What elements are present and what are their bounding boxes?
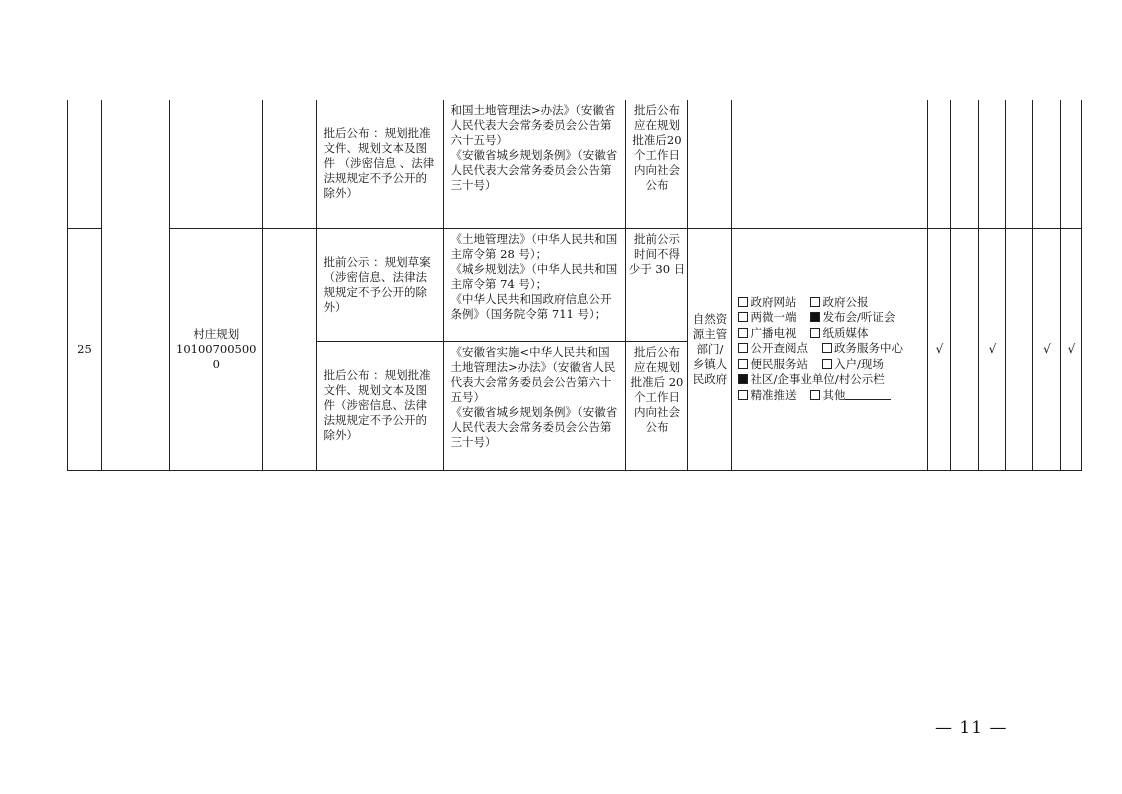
cell-law-pre: 《土地管理法》（中华人民共和国主席令第 28 号）； 《城乡规划法》（中华人民共和国主席令第 74 号）； 《中华人民共和国政府信息公开条例》（国务院令第 711 号）； [444, 228, 626, 341]
channel-row [738, 388, 921, 404]
empty-box-icon [822, 359, 832, 369]
channel-row [738, 295, 921, 311]
check-mark-4 [1006, 228, 1033, 470]
empty-box-icon [810, 390, 820, 400]
channel-option [810, 310, 895, 324]
cell-item-prev [170, 100, 263, 228]
cell-subject: 自然资源主管部门/乡镇人民政府 [688, 228, 732, 470]
cell-subitem [263, 228, 317, 470]
blank-underline [845, 389, 891, 400]
channel-option [822, 357, 884, 371]
check-mark-2 [951, 228, 979, 470]
channel-row [738, 326, 921, 342]
channel-label: 公开查阅点 [750, 341, 808, 356]
cell-number: 25 [68, 228, 102, 470]
cell-category [102, 100, 170, 470]
check-mark-1: √ [928, 228, 951, 470]
cell-subitem-prev [263, 100, 317, 228]
channel-option [738, 341, 808, 355]
channel-label: 其他 [822, 387, 846, 402]
channel-option [810, 388, 891, 402]
cell-check-prev-4 [1006, 100, 1033, 228]
checked-box-icon [738, 374, 748, 384]
channel-option [738, 295, 796, 309]
cell-check-prev-5 [1033, 100, 1061, 228]
channel-option [738, 326, 796, 340]
cell-check-prev-3 [979, 100, 1006, 228]
cell-law-prev: 和国土地管理法>办法》（安徽省人民代表大会常务委员会公告第六十五号） 《安徽省城乡规划条例》（安徽省人民代表大会常务委员会公告第三十号） [444, 100, 626, 228]
empty-box-icon [822, 343, 832, 353]
table-row-continued [68, 100, 1082, 228]
empty-box-icon [738, 390, 748, 400]
channel-option [810, 295, 868, 309]
channel-label: 入户/现场 [833, 356, 884, 371]
cell-channels [732, 228, 928, 470]
table-row-25-pre [68, 228, 1082, 341]
cell-time-prev: 批后公布应在规划批准后20个工作日内向社会公布 [626, 100, 688, 228]
cell-check-prev-1 [928, 100, 951, 228]
channel-option [810, 326, 868, 340]
channel-label: 便民服务站 [750, 356, 808, 371]
empty-box-icon [738, 297, 748, 307]
cell-channel-prev [732, 100, 928, 228]
cell-content-post: 批后公布 ：规划批准文件、规划文本及图件（涉密信息、法律法规规定不予公开的除外） [317, 341, 444, 470]
channel-option [822, 341, 903, 355]
checked-box-icon [810, 312, 820, 322]
channel-list [738, 295, 921, 404]
channel-label: 政务服务中心 [833, 341, 903, 356]
channel-row [738, 341, 921, 357]
empty-box-icon [738, 328, 748, 338]
cell-check-prev-6 [1061, 100, 1082, 228]
empty-box-icon [810, 297, 820, 307]
channel-option [738, 357, 808, 371]
channel-label: 社区/企事业单位/村公示栏 [750, 372, 885, 387]
channel-label: 纸质媒体 [822, 325, 869, 340]
empty-box-icon [738, 343, 748, 353]
channel-row [738, 372, 921, 388]
cell-item: 村庄规划 10100700500 0 [170, 228, 263, 470]
page-number: — 11 — [935, 718, 1008, 738]
check-mark-5: √ [1033, 228, 1061, 470]
cell-number-prev [68, 100, 102, 228]
channel-label: 两微一端 [750, 310, 797, 325]
cell-check-prev-2 [951, 100, 979, 228]
check-mark-3: √ [979, 228, 1006, 470]
channel-label: 政府网站 [750, 294, 797, 309]
disclosure-table [67, 100, 1082, 471]
channel-option [738, 372, 884, 386]
channel-label: 发布会/听证会 [822, 310, 896, 325]
cell-law-post: 《安徽省实施<中华人民共和国土地管理法>办法》（安徽省人民代表大会常务委员会公告第六十五号） 《安徽省城乡规划条例》（安徽省人民代表大会常务委员会公告第三十号） [444, 341, 626, 470]
check-mark-6: √ [1061, 228, 1082, 470]
cell-time-pre: 批前公示时间不得少于 30 日 [626, 228, 688, 341]
channel-row [738, 310, 921, 326]
empty-box-icon [810, 328, 820, 338]
channel-option [738, 388, 796, 402]
channel-label: 广播电视 [750, 325, 797, 340]
channel-option [738, 310, 796, 324]
channel-label: 精准推送 [750, 387, 797, 402]
cell-content-pre: 批前公示 ：规划草案 （涉密信息、法律法规规定不予公开的除外） [317, 228, 444, 341]
channel-label: 政府公报 [822, 294, 869, 309]
empty-box-icon [738, 312, 748, 322]
empty-box-icon [738, 359, 748, 369]
cell-content-prev: 批后公布 ：规划批准文件、规划文本及图件 （涉密信息 、法律法规规定不予公开的除外） [317, 100, 444, 228]
cell-subject-prev [688, 100, 732, 228]
cell-time-post: 批后公布应在规划批准后 20 个工作日内向社会公布 [626, 341, 688, 470]
channel-row [738, 357, 921, 373]
